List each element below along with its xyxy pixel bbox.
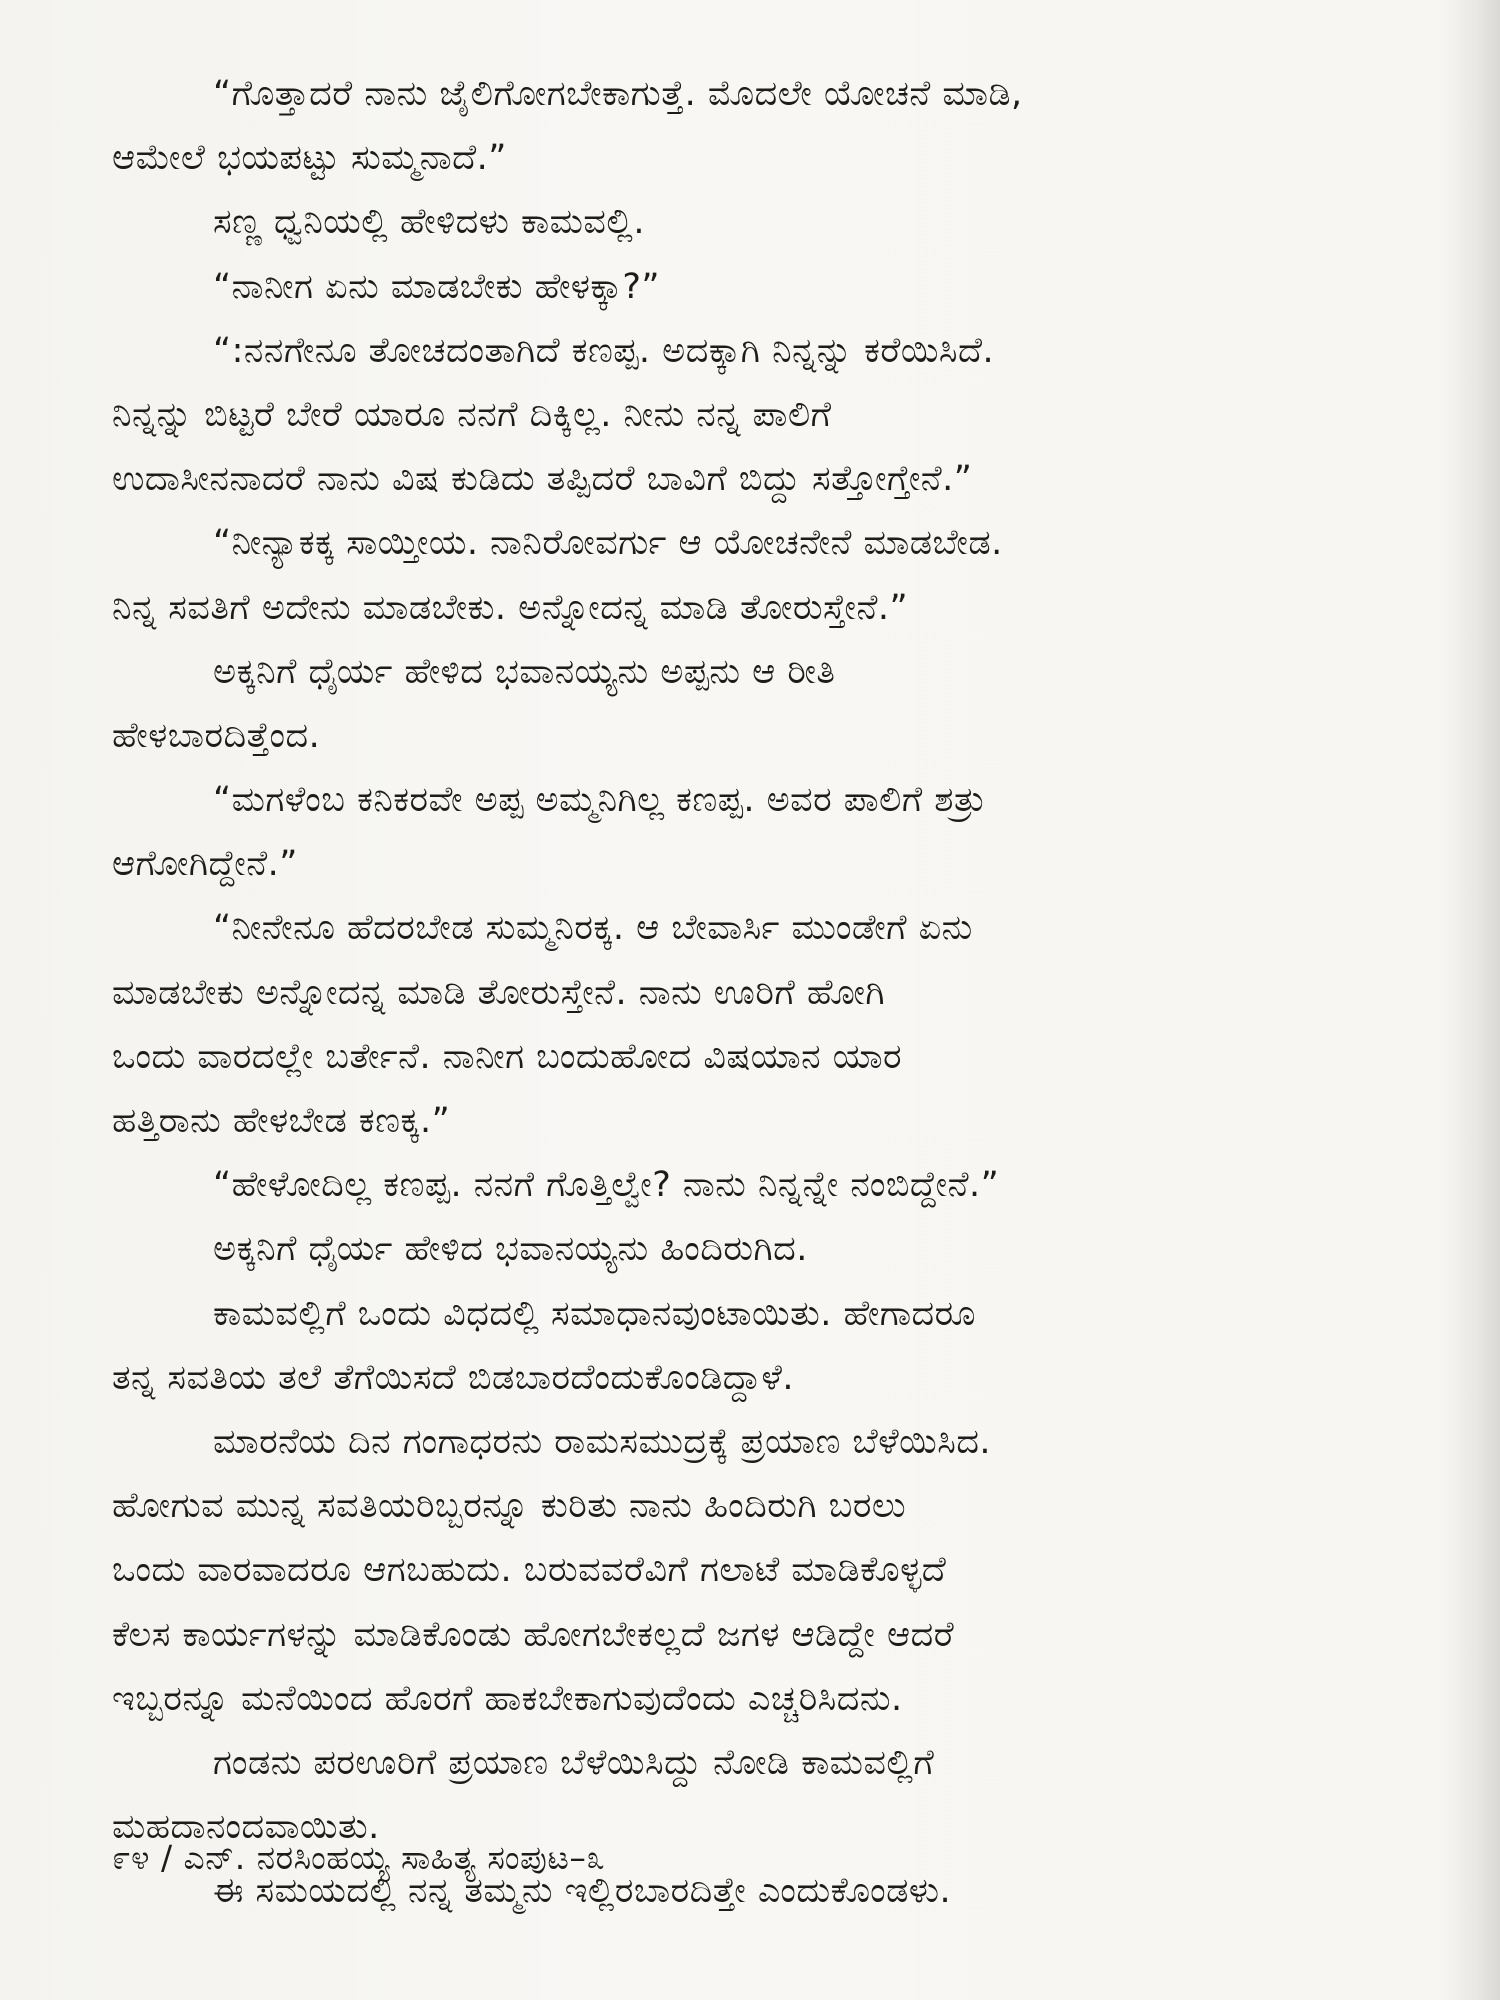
text-line: ನಿನ್ನನ್ನು ಬಿಟ್ಟರೆ ಬೇರೆ ಯಾರೂ ನನಗೆ ದಿಕ್ಕಿಲ್ಲ. ನೀನು ನನ್ನ ಪಾಲಿಗೆ: [112, 394, 832, 435]
text-line: ನಿನ್ನ ಸವತಿಗೆ ಅದೇನು ಮಾಡಬೇಕು. ಅನ್ನೋದನ್ನ ಮಾಡಿ ತೋರುಸ್ತೇನೆ.”: [112, 587, 909, 628]
text-line: ಇಬ್ಬರನ್ನೂ ಮನೆಯಿಂದ ಹೊರಗೆ ಹಾಕಬೇಕಾಗುವುದೆಂದು ಎಚ್ಚರಿಸಿದನು.: [112, 1678, 903, 1719]
page-footer: ೯೪ / ಎನ್. ನರಸಿಂಹಯ್ಯ ಸಾಹಿತ್ಯ ಸಂಪುಟ–೩: [112, 1838, 606, 1877]
text-line: ಈ ಸಮಯದಲ್ಲಿ ನನ್ನ ತಮ್ಮನು ಇಲ್ಲಿರಬಾರದಿತ್ತೇ ಎಂದುಕೊಂಡಳು.: [213, 1871, 952, 1912]
text-line: ಒಂದು ವಾರವಾದರೂ ಆಗಬಹುದು. ಬರುವವರೆವಿಗೆ ಗಲಾಟೆ ಮಾಡಿಕೊಳ್ಳದೆ: [112, 1550, 947, 1591]
text-line: ಮಾರನೆಯ ದಿನ ಗಂಗಾಧರನು ರಾಮಸಮುದ್ರಕ್ಕೆ ಪ್ರಯಾಣ ಬೆಳೆಯಿಸಿದ.: [213, 1421, 992, 1462]
page-edge-shadow: [1440, 0, 1500, 2000]
text-line: ಆಮೇಲೆ ಭಯಪಟ್ಟು ಸುಮ್ಮನಾದೆ.”: [112, 138, 507, 179]
text-line: ಅಕ್ಕನಿಗೆ ಧೈರ್ಯ ಹೇಳಿದ ಭವಾನಯ್ಯನು ಅಪ್ಪನು ಆ ರೀತಿ: [213, 651, 836, 692]
body-text: [112, 62, 1357, 1923]
text-line: ಕೆಲಸ ಕಾರ್ಯಗಳನ್ನು ಮಾಡಿಕೊಂಡು ಹೋಗಬೇಕಲ್ಲದೆ ಜಗಳ ಆಡಿದ್ದೇ ಆದರೆ: [112, 1614, 955, 1655]
text-line: ತನ್ನ ಸವತಿಯ ತಲೆ ತೆಗೆಯಿಸದೆ ಬಿಡಬಾರದೆಂದುಕೊಂಡಿದ್ದಾಳೆ.: [112, 1357, 794, 1398]
text-line: ಮಾಡಬೇಕು ಅನ್ನೋದನ್ನ ಮಾಡಿ ತೋರುಸ್ತೇನೆ. ನಾನು ಊರಿಗೆ ಹೋಗಿ: [112, 972, 886, 1013]
text-line: “ಮಗಳೆಂಬ ಕನಿಕರವೇ ಅಪ್ಪ ಅಮ್ಮನಿಗಿಲ್ಲ ಕಣಪ್ಪ. ಅವರ ಪಾಲಿಗೆ ಶತ್ರು: [213, 780, 986, 821]
text-line: “:ನನಗೇನೂ ತೋಚದಂತಾಗಿದೆ ಕಣಪ್ಪ. ಅದಕ್ಕಾಗಿ ನಿನ್ನನ್ನು ಕರೆಯಿಸಿದೆ.: [213, 330, 995, 371]
text-line: ಹೋಗುವ ಮುನ್ನ ಸವತಿಯರಿಬ್ಬರನ್ನೂ ಕುರಿತು ನಾನು ಹಿಂದಿರುಗಿ ಬರಲು: [112, 1486, 907, 1527]
text-line: ಹೇಳಬಾರದಿತ್ತೆಂದ.: [112, 715, 321, 756]
text-line: “ನೀನ್ಯಾಕಕ್ಕ ಸಾಯ್ತೀಯ. ನಾನಿರೋವರ್ಗು ಆ ಯೋಚನೇನೆ ಮಾಡಬೇಡ.: [213, 523, 1003, 564]
text-line: ಮಹದಾನಂದವಾಯಿತು.: [112, 1807, 380, 1848]
text-line: “ಗೊತ್ತಾದರೆ ನಾನು ಜೈಲಿಗೋಗಬೇಕಾಗುತ್ತೆ. ಮೊದಲೇ ಯೋಚನೆ ಮಾಡಿ,: [213, 74, 1023, 114]
text-line: “ಹೇಳೋದಿಲ್ಲ ಕಣಪ್ಪ. ನನಗೆ ಗೊತ್ತಿಲ್ವೇ? ನಾನು ನಿನ್ನನ್ನೇ ನಂಬಿದ್ದೇನೆ.”: [213, 1165, 1000, 1206]
text-line: “ನಾನೀಗ ಏನು ಮಾಡಬೇಕು ಹೇಳಕ್ಕಾ?”: [213, 266, 661, 307]
text-line: ಹತ್ತಿರಾನು ಹೇಳಬೇಡ ಕಣಕ್ಕ.”: [112, 1101, 451, 1141]
text-line: ಸಣ್ಣ ಧ್ವನಿಯಲ್ಲಿ ಹೇಳಿದಳು ಕಾಮವಲ್ಲಿ.: [213, 202, 645, 243]
text-line: “ನೀನೇನೂ ಹೆದರಬೇಡ ಸುಮ್ಮನಿರಕ್ಕ. ಆ ಬೇವಾರ್ಸಿ ಮುಂಡೇಗೆ ಏನು: [213, 908, 973, 949]
text-line: ಒಂದು ವಾರದಲ್ಲೇ ಬರ್ತೇನೆ. ನಾನೀಗ ಬಂದುಹೋದ ವಿಷಯಾನ ಯಾರ: [112, 1036, 903, 1077]
text-line: ಕಾಮವಲ್ಲಿಗೆ ಒಂದು ವಿಧದಲ್ಲಿ ಸಮಾಧಾನವುಂಟಾಯಿತು. ಹೇಗಾದರೂ: [213, 1293, 977, 1334]
text-line: ಅಕ್ಕನಿಗೆ ಧೈರ್ಯ ಹೇಳಿದ ಭವಾನಯ್ಯನು ಹಿಂದಿರುಗಿದ.: [213, 1229, 808, 1270]
text-line: ಉದಾಸೀನನಾದರೆ ನಾನು ವಿಷ ಕುಡಿದು ತಪ್ಪಿದರೆ ಬಾವಿಗೆ ಬಿದ್ದು ಸತ್ತೋಗ್ತೇನೆ.”: [112, 459, 973, 500]
text-line: ಆಗೋಗಿದ್ದೇನೆ.”: [112, 844, 298, 885]
text-line: ಗಂಡನು ಪರಊರಿಗೆ ಪ್ರಯಾಣ ಬೆಳೆಯಿಸಿದ್ದು ನೋಡಿ ಕಾಮವಲ್ಲಿಗೆ: [213, 1742, 935, 1783]
